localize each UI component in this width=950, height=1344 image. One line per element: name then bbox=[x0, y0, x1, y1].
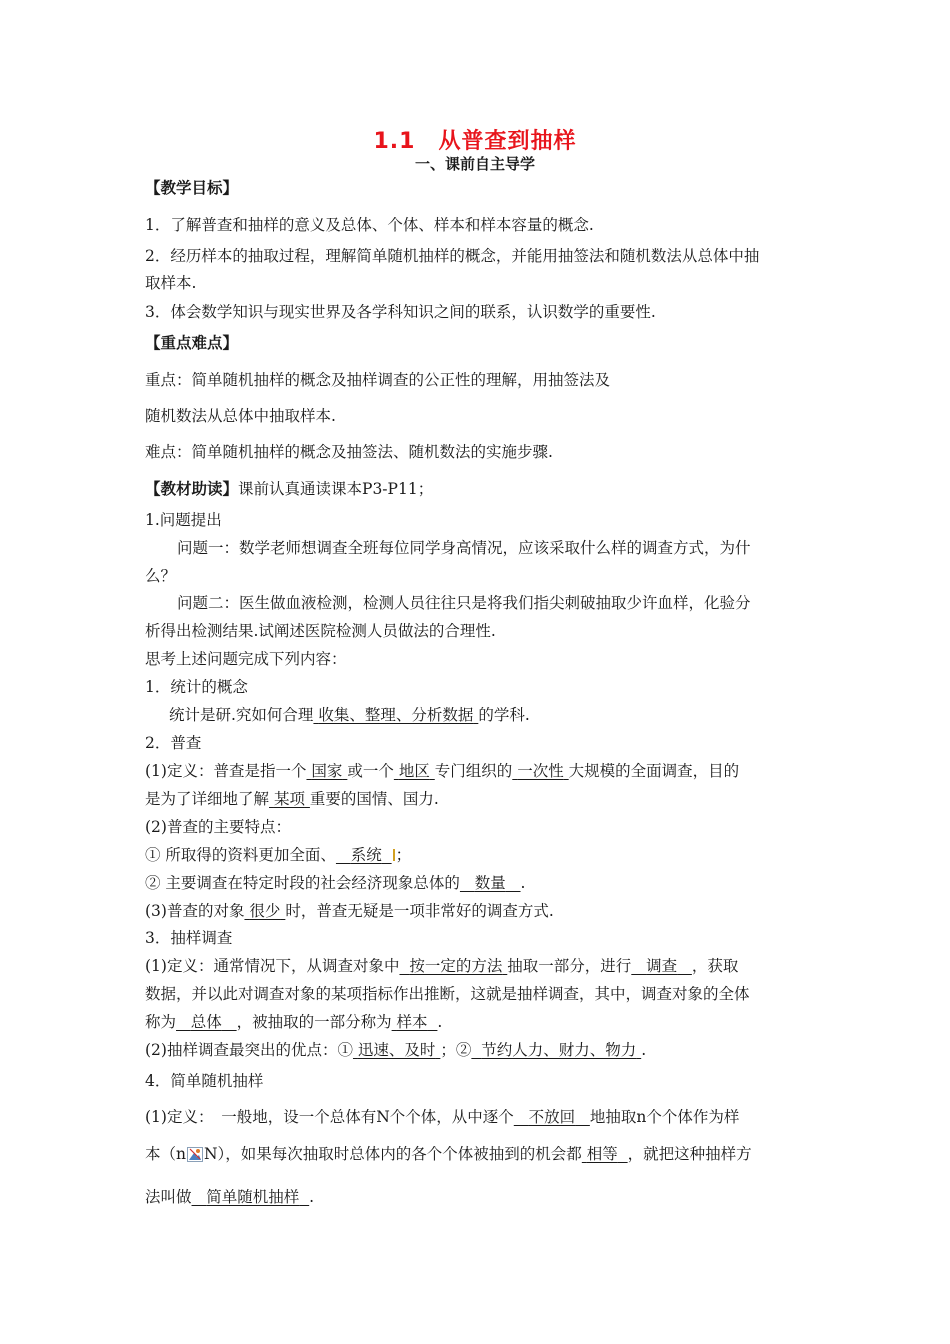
answer: 样本 bbox=[396, 1013, 428, 1031]
text: ，获取 bbox=[691, 957, 739, 975]
answer: 国家 bbox=[311, 762, 343, 780]
cursor-mark bbox=[393, 849, 395, 861]
text: ，就把这种抽样方 bbox=[627, 1145, 752, 1163]
text: ① 所取得的资料更加全面、 bbox=[145, 846, 336, 864]
srs-definition bbox=[145, 1107, 739, 1127]
answer: 迅速、及时 bbox=[357, 1041, 436, 1059]
text: 统计是研.究如何合理 bbox=[169, 706, 314, 724]
problems-intro: 1.问题提出 bbox=[145, 511, 222, 529]
census-definition-cont bbox=[145, 789, 439, 809]
statistics-heading: 1．统计的概念 bbox=[145, 678, 248, 696]
goal-item: 3．体会数学知识与现实世界及各学科知识之间的联系，认识数学的重要性. bbox=[145, 303, 656, 321]
srs-definition-cont bbox=[145, 1144, 752, 1164]
answer: 不放回 bbox=[528, 1108, 576, 1126]
question-one-cont: 么？ bbox=[145, 567, 177, 585]
answer-blank bbox=[399, 957, 507, 975]
keypoints-heading: 【重点难点】 bbox=[145, 334, 239, 352]
text: . bbox=[309, 1188, 315, 1206]
text: . bbox=[641, 1041, 647, 1059]
reading-line bbox=[145, 479, 433, 499]
answer-blank bbox=[392, 1013, 438, 1031]
goals-heading: 【教学目标】 bbox=[145, 179, 239, 197]
text: . bbox=[520, 874, 526, 892]
text: . bbox=[437, 1013, 443, 1031]
text: 称为 bbox=[145, 1013, 177, 1031]
answer: 收集、整理、分析数据 bbox=[318, 706, 474, 724]
census-features-heading: (2)普查的主要特点： bbox=[145, 818, 291, 836]
keypoint-item: 难点：简单随机抽样的概念及抽签法、随机数法的实施步骤. bbox=[145, 443, 553, 461]
srs-definition-cont2 bbox=[145, 1187, 314, 1207]
text: 大规模的全面调查，目的 bbox=[568, 762, 740, 780]
answer-blank bbox=[460, 874, 521, 892]
question-two: 问题二：医生做血液检测，检测人员往往只是将我们指尖刺破抽取少许血样，化验分 bbox=[177, 594, 751, 612]
answer: 调查 bbox=[646, 957, 678, 975]
text: 的学科. bbox=[478, 706, 530, 724]
statistics-definition bbox=[169, 705, 530, 725]
answer: 相等 bbox=[586, 1145, 618, 1163]
question-one: 问题一：数学老师想调查全班每位同学身高情况，应该采取什么样的调查方式，为什 bbox=[177, 539, 751, 557]
text: 重要的国情、国力. bbox=[309, 790, 439, 808]
answer-blank bbox=[176, 1013, 237, 1031]
answer-blank bbox=[394, 762, 435, 780]
question-two-cont: 析得出检测结果.试阐述医院检测人员做法的合理性. bbox=[145, 622, 496, 640]
text: ② 主要调查在特定时段的社会经济现象总体的 bbox=[145, 874, 460, 892]
text: 法叫做 bbox=[145, 1188, 192, 1206]
text: ；② bbox=[440, 1041, 472, 1059]
text: 专门组织的 bbox=[434, 762, 513, 780]
answer-blank bbox=[244, 902, 285, 920]
text: 本（n bbox=[145, 1145, 186, 1163]
think-prompt: 思考上述问题完成下列内容： bbox=[145, 650, 347, 668]
sampling-definition-cont: 数据，并以此对调查对象的某项指标作出推断，这就是抽样调查，其中，调查对象的全体 bbox=[145, 985, 750, 1003]
section-subtitle: 一、课前自主导学 bbox=[414, 155, 535, 173]
answer: 数量 bbox=[474, 874, 506, 892]
sampling-heading: 3．抽样调查 bbox=[145, 929, 233, 947]
srs-heading: 4．简单随机抽样 bbox=[145, 1072, 264, 1090]
answer: 某项 bbox=[273, 790, 305, 808]
reading-text: 课前认真通读课本P3-P11； bbox=[238, 480, 434, 498]
page-title: 1.1 从普查到抽样 bbox=[373, 129, 577, 154]
goal-item: 取样本. bbox=[145, 274, 197, 292]
answer-blank bbox=[471, 1041, 641, 1059]
text: (2)抽样调查最突出的优点：① bbox=[145, 1041, 353, 1059]
answer-blank bbox=[582, 1145, 628, 1163]
answer: 系统 bbox=[350, 846, 382, 864]
census-feature-one bbox=[145, 845, 411, 865]
text: ），如果每次抽取时总体内的各个个体被抽到的机会都 bbox=[217, 1145, 582, 1163]
answer-blank bbox=[269, 790, 310, 808]
census-heading: 2．普查 bbox=[145, 734, 202, 752]
text: (1)定义：通常情况下，从调查对象中 bbox=[145, 957, 400, 975]
reading-heading: 【教材助读】 bbox=[145, 480, 239, 498]
answer: 按一定的方法 bbox=[409, 957, 503, 975]
census-object bbox=[145, 901, 554, 921]
answer-blank bbox=[514, 1108, 590, 1126]
answer-blank bbox=[192, 1188, 310, 1206]
answer-blank bbox=[512, 762, 568, 780]
sampling-definition bbox=[145, 956, 738, 976]
goal-item: 1．了解普查和抽样的意义及总体、个体、样本和样本容量的概念. bbox=[145, 216, 594, 234]
census-definition bbox=[145, 761, 739, 781]
answer-blank bbox=[631, 957, 692, 975]
text: (1)定义： 一般地，设一个总体有N个个体，从中逐个 bbox=[145, 1108, 514, 1126]
answer-blank bbox=[353, 1041, 440, 1059]
broken-image-icon bbox=[187, 1147, 203, 1162]
goal-item: 2．经历样本的抽取过程，理解简单随机抽样的概念，并能用抽签法和随机数法从总体中抽 bbox=[145, 247, 760, 265]
text: ； bbox=[395, 846, 412, 864]
answer: 节约人力、财力、物力 bbox=[481, 1041, 637, 1059]
answer: 很少 bbox=[249, 902, 281, 920]
text: (1)定义：普查是指一个 bbox=[145, 762, 307, 780]
text: N bbox=[203, 1145, 218, 1163]
keypoint-item: 重点：简单随机抽样的概念及抽样调查的公正性的理解，用抽签法及 bbox=[145, 371, 611, 389]
text: (3)普查的对象 bbox=[145, 902, 245, 920]
text: ，被抽取的一部分称为 bbox=[236, 1013, 392, 1031]
text: 或一个 bbox=[347, 762, 394, 780]
answer-blank bbox=[313, 706, 478, 724]
keypoint-item: 随机数法从总体中抽取样本. bbox=[145, 407, 336, 425]
answer: 地区 bbox=[398, 762, 430, 780]
answer: 简单随机抽样 bbox=[206, 1188, 300, 1206]
answer: 一次性 bbox=[517, 762, 564, 780]
text: 地抽取n个个体作为样 bbox=[589, 1108, 740, 1126]
text: 抽取一部分，进行 bbox=[507, 957, 632, 975]
text: 时，普查无疑是一项非常好的调查方式. bbox=[285, 902, 554, 920]
text: 是为了详细地了解 bbox=[145, 790, 270, 808]
census-feature-two bbox=[145, 873, 525, 893]
answer: 总体 bbox=[190, 1013, 222, 1031]
sampling-definition-cont2 bbox=[145, 1012, 442, 1032]
answer-blank bbox=[336, 846, 392, 864]
sampling-advantages bbox=[145, 1040, 646, 1060]
answer-blank bbox=[306, 762, 347, 780]
